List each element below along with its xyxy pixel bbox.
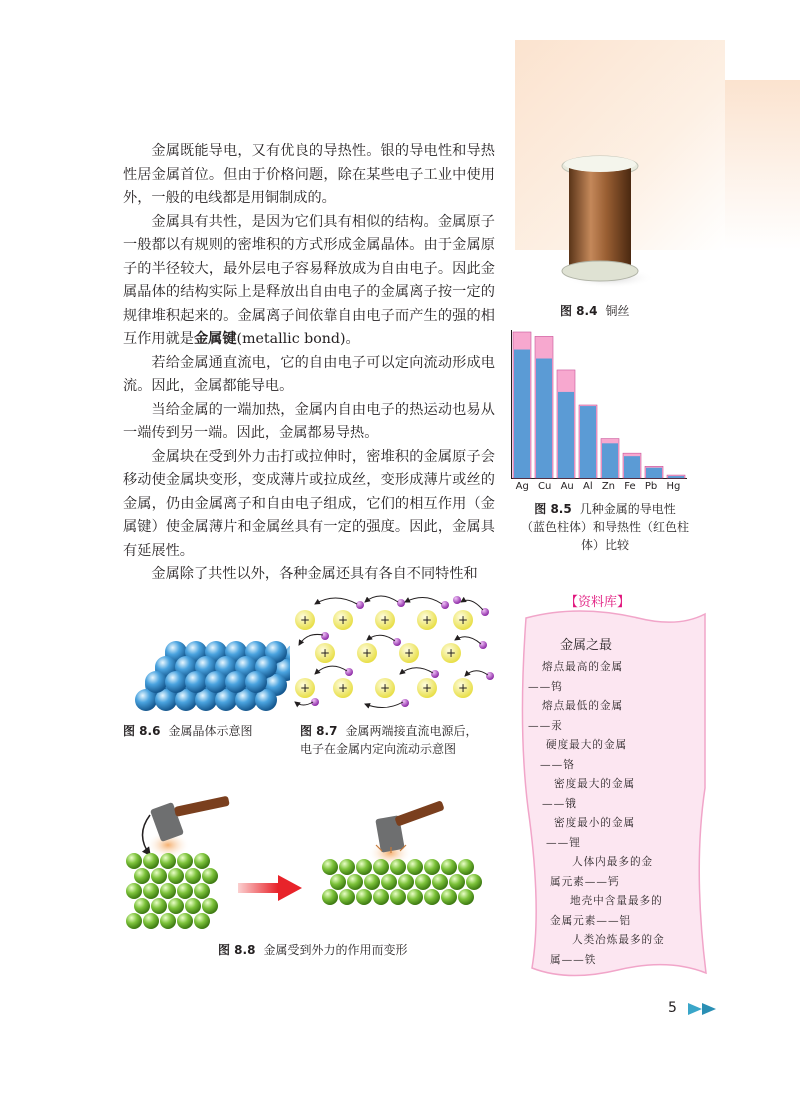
atom-sphere bbox=[151, 898, 167, 914]
electron-motion-arrow bbox=[295, 702, 313, 705]
figure-number: 图 8.4 bbox=[560, 304, 598, 318]
atom-sphere bbox=[415, 874, 431, 890]
atom-sphere bbox=[194, 853, 210, 869]
ion-charge-label: + bbox=[319, 646, 331, 660]
hammer-icon bbox=[368, 800, 445, 867]
atom-sphere bbox=[449, 874, 465, 890]
electron-motion-arrow bbox=[367, 635, 395, 641]
atom-sphere bbox=[356, 859, 372, 875]
atom-sphere bbox=[165, 671, 187, 693]
free-electron bbox=[393, 638, 401, 646]
figure-8-7-caption bbox=[300, 722, 510, 758]
figure-8-8-caption bbox=[218, 941, 407, 959]
free-electron bbox=[345, 668, 353, 676]
paragraph: 金属除了共性以外，各种金属还具有各自不同特性和 bbox=[151, 566, 478, 582]
figure-caption-text: 金属两端接直流电源后， bbox=[345, 724, 478, 738]
ion-charge-label: + bbox=[361, 646, 373, 660]
metal-deformation-diagram bbox=[120, 795, 505, 935]
key-term: 金属键 bbox=[193, 331, 237, 347]
sidebar-list-line: ——锇 bbox=[542, 797, 577, 810]
sidebar-list-line: 人体内最多的金 bbox=[572, 856, 654, 868]
electron-motion-arrow bbox=[461, 600, 483, 610]
atom-sphere bbox=[168, 898, 184, 914]
atom-sphere bbox=[432, 874, 448, 890]
atom-sphere bbox=[151, 868, 167, 884]
bar-electrical-Pb bbox=[646, 468, 662, 478]
electron-motion-arrow bbox=[465, 671, 488, 676]
figure-caption-text: 金属晶体示意图 bbox=[168, 724, 253, 738]
ion-charge-label: + bbox=[403, 646, 415, 660]
atom-sphere bbox=[177, 913, 193, 929]
atom-sphere bbox=[339, 889, 355, 905]
bar-electrical-Cu bbox=[536, 359, 552, 478]
atom-sphere bbox=[381, 874, 397, 890]
main-body-text bbox=[123, 140, 495, 587]
atom-sphere bbox=[458, 889, 474, 905]
paragraph bbox=[123, 211, 495, 352]
atom-sphere bbox=[185, 671, 207, 693]
ion-charge-label: + bbox=[421, 681, 433, 695]
free-electron bbox=[397, 599, 405, 607]
x-tick-label: Hg bbox=[666, 481, 681, 492]
atom-sphere bbox=[134, 868, 150, 884]
caption-line bbox=[510, 500, 700, 518]
paragraph-text: 金属具有共性，是因为它们具有相似的结构。金属原子一般都以有规则的密堆积的方式形成金属晶体。由于金属原子的半径较大，最外层电子容易释放成为自由电子。因此金属晶体的结构实际上是释放出自由电子的金属离子按一定的规律堆积起来的。金属离子间依靠自由电子而产生的强的相互作用就是 bbox=[123, 213, 495, 347]
figure-number: 图 8.6 bbox=[123, 724, 161, 738]
arrow-body bbox=[238, 883, 278, 893]
atom-sphere bbox=[143, 853, 159, 869]
atom-sphere bbox=[245, 671, 267, 693]
ion-charge-label: + bbox=[457, 681, 469, 695]
chart-x-tick-labels bbox=[511, 481, 685, 492]
paragraph: 当给金属的一端加热，金属内自由电子的热运动也易从一端传到另一端。因此，金属都易导热。 bbox=[123, 401, 495, 441]
atom-sphere bbox=[322, 889, 338, 905]
sidebar-list-line: 属元素——钙 bbox=[550, 875, 620, 888]
figure-caption-text: 几种金属的导电性 bbox=[579, 502, 676, 516]
x-tick-label: Cu bbox=[538, 481, 552, 492]
sidebar-list-line: 金属元素——铝 bbox=[550, 914, 632, 927]
atom-sphere bbox=[160, 883, 176, 899]
atom-sphere bbox=[126, 913, 142, 929]
free-electron bbox=[453, 596, 461, 604]
figure-8-5-caption bbox=[510, 500, 700, 554]
ion-charge-label: + bbox=[457, 613, 469, 627]
ion-charge-label: + bbox=[421, 613, 433, 627]
atom-sphere bbox=[143, 883, 159, 899]
atom-sphere bbox=[330, 874, 346, 890]
atom-sphere bbox=[126, 853, 142, 869]
electron-motion-arrow bbox=[315, 598, 357, 604]
caption-line bbox=[300, 722, 510, 740]
sidebar-list-line: 熔点最低的金属 bbox=[542, 700, 624, 712]
atom-sphere bbox=[225, 671, 247, 693]
resource-library-tag: 【资料库】 bbox=[565, 595, 631, 610]
conductivity-bar-chart bbox=[511, 330, 687, 480]
atom-sphere bbox=[168, 868, 184, 884]
atom-sphere bbox=[407, 859, 423, 875]
bar-electrical-Ag bbox=[514, 350, 530, 478]
figure-number: 图 8.7 bbox=[300, 724, 338, 738]
atom-sphere bbox=[202, 868, 218, 884]
figure-number: 图 8.8 bbox=[218, 943, 256, 957]
electron-motion-arrow bbox=[315, 666, 347, 674]
x-tick-label: Pb bbox=[644, 481, 658, 492]
figure-8-4-caption bbox=[560, 302, 629, 320]
figure-caption-text: 金属受到外力的作用而变形 bbox=[263, 943, 408, 957]
atom-sphere bbox=[398, 874, 414, 890]
ion-charge-label: + bbox=[299, 681, 311, 695]
free-electron bbox=[486, 672, 494, 680]
atom-sphere bbox=[466, 874, 482, 890]
atom-sphere bbox=[205, 671, 227, 693]
electron-flow-diagram bbox=[285, 590, 505, 715]
sidebar-list-line: 密度最小的金属 bbox=[554, 817, 636, 829]
atom-sphere bbox=[458, 859, 474, 875]
electron-motion-arrow bbox=[405, 597, 442, 604]
free-electron bbox=[431, 670, 439, 678]
hammer-icon bbox=[143, 796, 230, 859]
sidebar-list-line: 硬度最大的金属 bbox=[546, 739, 628, 751]
double-triangle-arrow-icon bbox=[688, 1003, 720, 1015]
paragraph: 金属块在受到外力击打或拉伸时，密堆积的金属原子会移动使金属块变形，变成薄片或拉成丝，变形成薄片或丝的金属，仍由金属离子和自由电子组成，它们的相互作用（金属键）使金属薄片和金属丝具有一定的强度。因此，金属具有延展性。 bbox=[123, 448, 495, 559]
x-tick-label: Fe bbox=[624, 481, 636, 492]
sidebar-list-line: 密度最大的金属 bbox=[554, 778, 636, 790]
atom-sphere bbox=[185, 898, 201, 914]
atom-sphere bbox=[160, 913, 176, 929]
free-electron bbox=[479, 641, 487, 649]
electron-motion-arrow bbox=[365, 596, 398, 602]
paragraph: 若给金属通直流电，它的自由电子可以定向流动形成电流。因此，金属都能导电。 bbox=[123, 354, 495, 394]
sidebar-list-line: ——铬 bbox=[540, 758, 575, 771]
atom-sphere bbox=[194, 913, 210, 929]
sidebar-list-line: 熔点最高的金属 bbox=[542, 661, 624, 673]
electron-motion-arrow bbox=[365, 702, 403, 708]
atom-sphere bbox=[441, 859, 457, 875]
x-tick-label: Au bbox=[560, 481, 574, 492]
sidebar-list-line: 人类冶炼最多的金 bbox=[572, 934, 665, 946]
ion-charge-label: + bbox=[299, 613, 311, 627]
atom-sphere bbox=[194, 883, 210, 899]
bar-electrical-Zn bbox=[602, 443, 618, 478]
caption-line: （蓝色柱体）和导热性（红色柱 bbox=[520, 520, 689, 534]
atom-sphere bbox=[177, 853, 193, 869]
atom-sphere bbox=[424, 859, 440, 875]
atom-sphere bbox=[177, 883, 193, 899]
atom-sphere bbox=[373, 889, 389, 905]
atom-sphere bbox=[202, 898, 218, 914]
free-electron bbox=[356, 601, 364, 609]
sidebar-list-line: ——汞 bbox=[528, 719, 563, 732]
bar-electrical-Al bbox=[580, 406, 596, 478]
electron-motion-arrow bbox=[455, 637, 481, 644]
atom-sphere bbox=[185, 868, 201, 884]
atom-sphere bbox=[322, 859, 338, 875]
atom-sphere bbox=[126, 883, 142, 899]
atom-sphere bbox=[145, 671, 167, 693]
electron-motion-arrow bbox=[400, 668, 433, 674]
atom-sphere bbox=[424, 889, 440, 905]
right-arrow-icon bbox=[278, 875, 302, 901]
sidebar-list-line: ——钨 bbox=[528, 680, 563, 693]
atom-sphere bbox=[364, 874, 380, 890]
x-tick-label: Al bbox=[582, 481, 593, 492]
figure-caption-text: 铜丝 bbox=[605, 304, 630, 318]
sidebar-title: 金属之最 bbox=[560, 638, 613, 653]
ion-charge-label: + bbox=[379, 681, 391, 695]
atom-sphere bbox=[347, 874, 363, 890]
atom-sphere bbox=[356, 889, 372, 905]
sidebar-list-line: 地壳中含量最多的 bbox=[570, 895, 663, 907]
electron-motion-arrow bbox=[299, 634, 323, 645]
key-term-english: (metallic bond)。 bbox=[236, 331, 360, 347]
paragraph: 金属既能导电，又有优良的导热性。银的导电性和导热性居金属首位。但由于价格问题，除在某些电子工业中使用外，一般的电线都是用铜制成的。 bbox=[123, 143, 495, 206]
sidebar-list-line: 属——铁 bbox=[550, 953, 597, 966]
free-electron bbox=[441, 601, 449, 609]
atom-sphere bbox=[407, 889, 423, 905]
metal-crystal-spheres-image bbox=[130, 612, 290, 717]
figure-8-6-caption bbox=[123, 722, 252, 740]
atom-sphere bbox=[390, 889, 406, 905]
caption-line: 体）比较 bbox=[580, 538, 629, 552]
corner-decoration-strip bbox=[725, 80, 800, 250]
free-electron bbox=[321, 632, 329, 640]
ion-charge-label: + bbox=[337, 681, 349, 695]
atom-sphere bbox=[134, 898, 150, 914]
sidebar-list-line: ——锂 bbox=[546, 836, 581, 849]
caption-line: 电子在金属内定向流动示意图 bbox=[300, 742, 457, 756]
bar-electrical-Hg bbox=[668, 476, 684, 478]
copper-wire-spool-image bbox=[555, 150, 655, 290]
bar-electrical-Au bbox=[558, 392, 574, 478]
x-tick-label: Zn bbox=[601, 481, 616, 492]
page-number: 5 bbox=[668, 1000, 677, 1016]
atom-sphere bbox=[160, 853, 176, 869]
atom-sphere bbox=[143, 913, 159, 929]
figure-number: 图 8.5 bbox=[534, 502, 572, 516]
sidebar-list bbox=[528, 658, 693, 970]
atom-sphere bbox=[373, 859, 389, 875]
atom-sphere bbox=[390, 859, 406, 875]
bar-electrical-Fe bbox=[624, 456, 640, 478]
x-tick-label: Ag bbox=[515, 481, 529, 492]
ion-charge-label: + bbox=[445, 646, 457, 660]
ion-charge-label: + bbox=[379, 613, 391, 627]
atom-sphere bbox=[339, 859, 355, 875]
ion-charge-label: + bbox=[337, 613, 349, 627]
atom-sphere bbox=[441, 889, 457, 905]
